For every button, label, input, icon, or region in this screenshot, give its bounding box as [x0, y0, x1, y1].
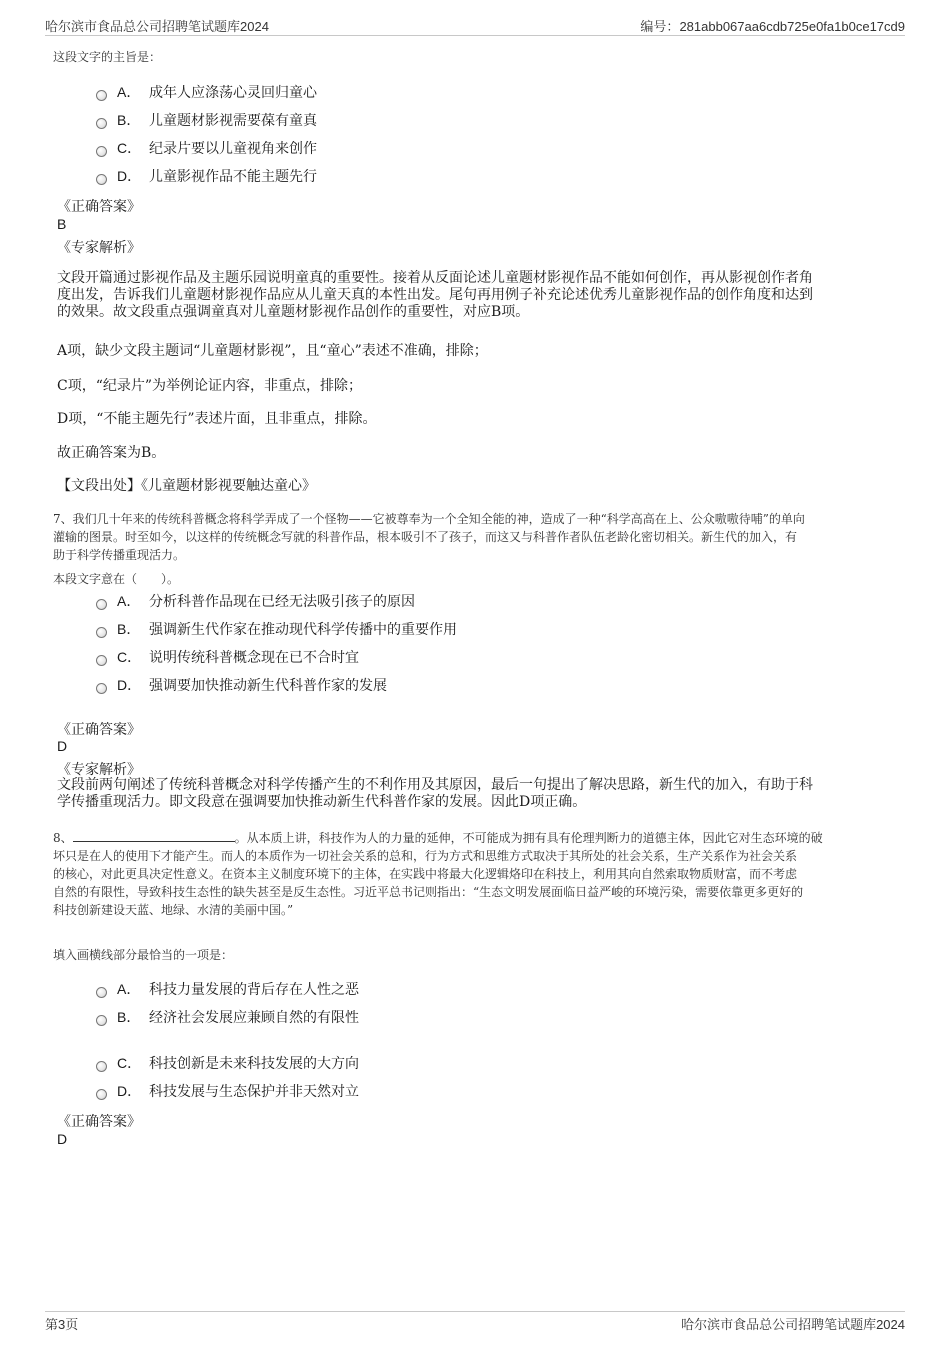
q8-option-a[interactable]	[96, 979, 359, 999]
stem-line: 自然的有限性，导致科技生态性的缺失甚至是反生态性。习近平总书记则指出：“生态文明发展面临日益严峻的环境污染，需要依靠更多更好的	[53, 885, 804, 899]
code-label: 编号：	[640, 19, 680, 34]
option-letter: D．	[117, 677, 142, 693]
fill-blank	[73, 829, 235, 842]
document-code	[640, 16, 905, 35]
q8-option-c[interactable]	[96, 1053, 359, 1073]
radio-icon[interactable]	[96, 627, 107, 638]
header-title: 哈尔滨市食品总公司招聘笔试题库2024	[45, 19, 269, 34]
q6-option-b[interactable]	[96, 110, 317, 130]
radio-icon[interactable]	[96, 683, 107, 694]
q7-option-b[interactable]	[96, 619, 457, 639]
option-text: 科技创新是未来科技发展的大方向	[149, 1056, 359, 1072]
q7-question: 本段文字意在（ ）。	[53, 572, 180, 586]
q6-source: 【文段出处】《儿童题材影视要触达童心》	[57, 478, 316, 494]
q7-analysis	[57, 777, 813, 811]
q6-note-d: D项，“不能主题先行”表述片面，且非重点，排除。	[57, 411, 377, 427]
radio-icon[interactable]	[96, 599, 107, 610]
radio-icon[interactable]	[96, 90, 107, 101]
option-text: 儿童题材影视需要葆有童真	[149, 113, 317, 129]
q7-stem	[53, 510, 805, 564]
q6-analysis	[57, 270, 813, 321]
option-letter: B．	[117, 1009, 141, 1025]
q8-answer-label: 《正确答案》	[57, 1114, 141, 1130]
radio-icon[interactable]	[96, 1061, 107, 1072]
q7-answer: D	[57, 738, 68, 754]
option-letter: A．	[117, 593, 141, 609]
stem-line	[53, 829, 823, 847]
q6-analysis-label: 《专家解析》	[57, 240, 141, 256]
stem-line: 7、我们几十年来的传统科普概念将科学弄成了一个怪物——它被尊奉为一个全知全能的神，造成了一种“科学高高在上、公众嗷嗷待哺”的单向	[53, 512, 805, 526]
q6-note-a: A项，缺少文段主题词“儿童题材影视”，且“童心”表述不准确，排除；	[57, 343, 488, 359]
stem-line: 坏只是在人的使用下才能产生。而人的本质作为一切社会关系的总和，行为方式和思维方式取决于其所处的社会关系，生产关系作为社会关系	[53, 849, 798, 863]
q6-stem: 这段文字的主旨是：	[53, 50, 162, 64]
option-text: 说明传统科普概念现在已不合时宜	[149, 650, 359, 666]
stem-line: 助于科学传播重现活力。	[53, 548, 186, 562]
q6-option-d[interactable]	[96, 166, 317, 186]
option-letter: B．	[117, 621, 141, 637]
q6-conclusion: 故正确答案为B。	[57, 445, 166, 461]
q6-answer-label: 《正确答案》	[57, 199, 141, 215]
option-text: 儿童影视作品不能主题先行	[149, 169, 317, 185]
stem-line: 科技创新建设天蓝、地绿、水清的美丽中国。”	[53, 903, 294, 917]
analysis-line: 文段前两句阐述了传统科普概念对科学传播产生的不利作用及其原因，最后一句提出了解决思路，新生代的加入，有助于科	[57, 777, 813, 793]
radio-icon[interactable]	[96, 174, 107, 185]
option-letter: C．	[117, 140, 142, 156]
analysis-line: 文段开篇通过影视作品及主题乐园说明童真的重要性。接着从反面论述儿童题材影视作品不能如何创作，再从影视创作者角	[57, 270, 813, 286]
option-text: 科技发展与生态保护并非天然对立	[149, 1084, 359, 1100]
q8-answer: D	[57, 1131, 68, 1147]
header-rule	[45, 35, 905, 36]
option-letter: C．	[117, 649, 142, 665]
q8-question: 填入画横线部分最恰当的一项是：	[53, 948, 234, 962]
q6-note-c: C项，“纪录片”为举例论证内容，非重点，排除；	[57, 378, 363, 394]
q8-stem	[53, 829, 823, 919]
option-letter: A．	[117, 981, 141, 997]
radio-icon[interactable]	[96, 987, 107, 998]
analysis-line: 度出发，告诉我们儿童题材影视作品应从儿童天真的本性出发。尾句再用例子补充论述优秀儿童影视作品的创作角度和达到	[57, 287, 813, 303]
q6-option-c[interactable]	[96, 138, 317, 158]
q8-option-b[interactable]	[96, 1007, 359, 1027]
option-text: 分析科普作品现在已经无法吸引孩子的原因	[149, 594, 415, 610]
option-letter: C．	[117, 1055, 142, 1071]
radio-icon[interactable]	[96, 146, 107, 157]
q7-option-a[interactable]	[96, 591, 415, 611]
footer-rule	[45, 1311, 905, 1312]
q6-answer: B	[57, 216, 67, 232]
page-number: 第3页	[45, 1317, 79, 1332]
option-text: 强调要加快推动新生代科普作家的发展	[149, 678, 387, 694]
radio-icon[interactable]	[96, 1015, 107, 1026]
q7-answer-label: 《正确答案》	[57, 722, 141, 738]
q7-analysis-label: 《专家解析》	[57, 762, 141, 778]
q6-option-a[interactable]	[96, 82, 317, 102]
radio-icon[interactable]	[96, 655, 107, 666]
analysis-line: 学传播重现活力。即文段意在强调要加快推动新生代科普作家的发展。因此D项正确。	[57, 794, 587, 810]
option-letter: A．	[117, 84, 141, 100]
option-letter: D．	[117, 168, 142, 184]
q7-option-c[interactable]	[96, 647, 359, 667]
q8-option-d[interactable]	[96, 1081, 359, 1101]
option-letter: B．	[117, 112, 141, 128]
code-value: 281abb067aa6cdb725e0fa1b0ce17cd9	[679, 19, 905, 34]
option-letter: D．	[117, 1083, 142, 1099]
q8-number: 8、	[53, 831, 73, 845]
radio-icon[interactable]	[96, 118, 107, 129]
q7-option-d[interactable]	[96, 675, 387, 695]
stem-line: 灌输的图景。时至如今，以这样的传统概念写就的科普作品，根本吸引不了孩子，而这又与科普作者队伍老龄化密切相关。新生代的加入，有	[53, 530, 798, 544]
option-text: 纪录片要以儿童视角来创作	[149, 141, 317, 157]
analysis-line: 的效果。故文段重点强调童真对儿童题材影视作品创作的重要性，对应B项。	[57, 304, 530, 320]
option-text: 科技力量发展的背后存在人性之恶	[149, 982, 359, 998]
stem-line: 的核心，对此更具决定性意义。在资本主义制度环境下的主体，在实践中将最大化逻辑烙印在科技上，利用其向自然索取物质财富，而不考虑	[53, 867, 798, 881]
option-text: 经济社会发展应兼顾自然的有限性	[149, 1010, 359, 1026]
stem-first-line-rest: 。从本质上讲，科技作为人的力量的延伸，不可能成为拥有具有伦理判断力的道德主体，因此它对生态环境的破	[234, 831, 823, 845]
option-text: 强调新生代作家在推动现代科学传播中的重要作用	[149, 622, 457, 638]
radio-icon[interactable]	[96, 1089, 107, 1100]
footer-title: 哈尔滨市食品总公司招聘笔试题库2024	[681, 1317, 905, 1332]
option-text: 成年人应涤荡心灵回归童心	[149, 85, 317, 101]
